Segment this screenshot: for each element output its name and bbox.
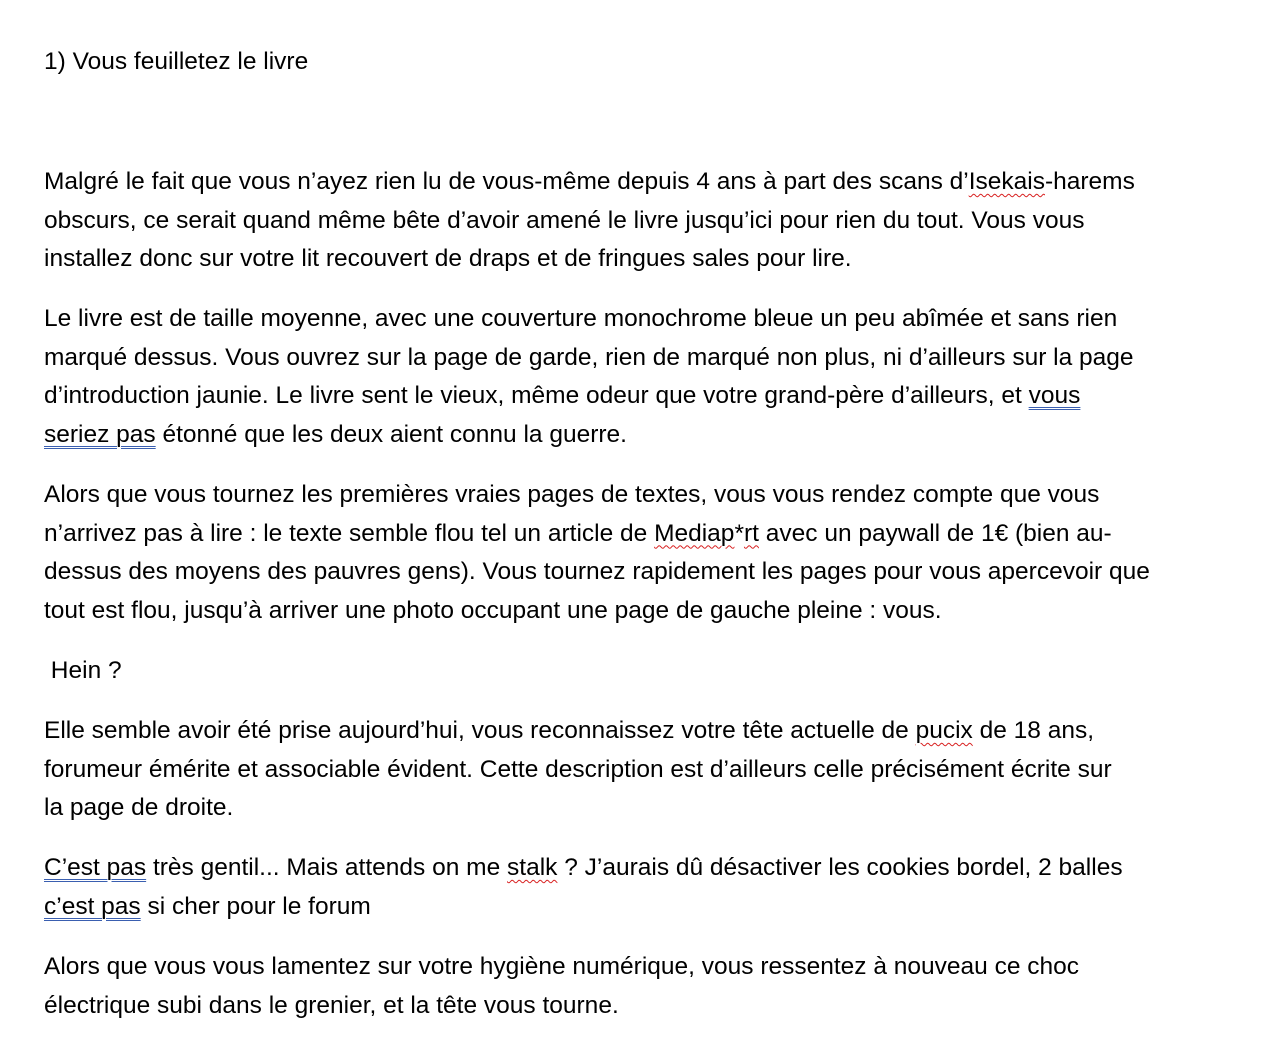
paragraph-line: forumeur émérite et associable évident. Cette description est d’ailleurs celle précisément écrite sur [44, 755, 1112, 783]
paragraph-line: n’arrivez pas à lire : le texte semble flou tel un article de Mediap*rt avec un paywall de 1€ (bien au- [44, 519, 1112, 547]
spelling-error-word[interactable]: stalk [507, 854, 558, 881]
paragraph-line: installez donc sur votre lit recouvert de draps et de fringues sales pour lire. [44, 245, 852, 273]
grammar-suggestion-phrase[interactable]: seriez pas [44, 421, 156, 449]
paragraph-4 [44, 652, 1244, 691]
grammar-suggestion-phrase[interactable]: vous [1028, 382, 1081, 410]
paragraph-line: Alors que vous vous lamentez sur votre hygiène numérique, vous ressentez à nouveau ce choc [44, 953, 1080, 980]
grammar-suggestion-phrase[interactable]: c’est pas [44, 892, 141, 920]
paragraph-1 [44, 163, 1244, 279]
grammar-suggestion-phrase[interactable]: C’est pas [44, 854, 147, 881]
paragraph-line: tout est flou, jusqu’à arriver une photo occupant une page de gauche pleine : vous. [44, 597, 942, 625]
paragraph-2 [44, 300, 1244, 455]
paragraph-line: Le livre est de taille moyenne, avec une couverture monochrome bleue un peu abîmée et sans rien [44, 305, 1118, 332]
paragraph-7 [44, 948, 1244, 1025]
paragraph-6 [44, 849, 1244, 926]
paragraph-line: seriez pas étonné que les deux aient connu la guerre. [44, 421, 627, 449]
paragraph-line: d’introduction jaunie. Le livre sent le vieux, même odeur que votre grand-père d’ailleurs, et vous [44, 382, 1081, 410]
spelling-error-word[interactable]: pucix [915, 717, 973, 744]
paragraph-line: électrique subi dans le grenier, et la tête vous tourne. [44, 991, 619, 1019]
spelling-error-word[interactable]: Mediap [654, 519, 735, 547]
paragraph-line: Elle semble avoir été prise aujourd’hui, vous reconnaissez votre tête actuelle de pucix de 18 ans, [44, 717, 1095, 744]
section-heading: 1) Vous feuilletez le livre [44, 48, 309, 75]
paragraph-line: la page de droite. [44, 794, 234, 822]
paragraph-line: Hein ? [44, 657, 122, 684]
paragraph-line: dessus des moyens des pauvres gens). Vous tournez rapidement les pages pour vous apercevoir que [44, 558, 1150, 586]
paragraph-line: Malgré le fait que vous n’ayez rien lu de vous-même depuis 4 ans à part des scans d’Isekais-harems [44, 168, 1135, 195]
paragraph-5 [44, 712, 1244, 828]
paragraph-line: c’est pas si cher pour le forum [44, 892, 371, 920]
spelling-error-word[interactable]: rt [743, 519, 759, 547]
paragraph-line: Alors que vous tournez les premières vraies pages de textes, vous vous rendez compte que vous [44, 481, 1100, 508]
paragraph-3 [44, 476, 1244, 631]
paragraph-line: C’est pas très gentil... Mais attends on me stalk ? J’aurais dû désactiver les cookies bordel, 2 balles [44, 854, 1123, 881]
paragraph-line: marqué dessus. Vous ouvrez sur la page de garde, rien de marqué non plus, ni d’ailleurs sur la page [44, 343, 1134, 371]
spelling-error-word[interactable]: Isekais [968, 168, 1045, 195]
paragraph-line: obscurs, ce serait quand même bête d’avoir amené le livre jusqu’ici pour rien du tout. Vous vous [44, 206, 1085, 234]
